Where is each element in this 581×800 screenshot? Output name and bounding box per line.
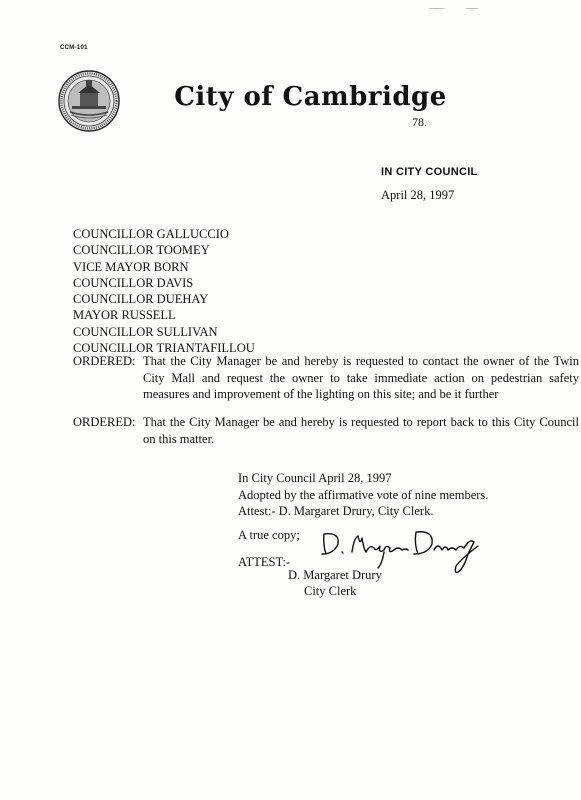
scan-artifact [428, 8, 446, 9]
signer-block [288, 568, 382, 599]
sponsor-name: COUNCILLOR GALLUCCIO [73, 227, 229, 241]
sponsor-name: COUNCILLOR DAVIS [73, 275, 194, 290]
signer-name: D. Margaret Drury [288, 568, 382, 582]
document-title: City of Cambridge [174, 82, 447, 112]
order-label: ORDERED: [73, 354, 136, 368]
page-number: 78. [412, 115, 427, 129]
order-text: That the City Manager be and hereby is requested to report back to this City Council on this matter. [143, 415, 579, 446]
sponsor-name: COUNCILLOR DUEHAY [73, 292, 209, 307]
sponsor-name: VICE MAYOR BORN [73, 259, 189, 274]
true-copy-label: A true copy; [238, 528, 300, 542]
sponsor-list [73, 226, 255, 356]
attest-label: ATTEST:- [238, 555, 291, 569]
order-clause [73, 414, 581, 454]
signer-title: City Clerk [304, 583, 357, 598]
sponsor-name: COUNCILLOR TRIANTAFILLOU [73, 341, 255, 356]
order-text: That the City Manager be and hereby is requested to contact the owner of the Twin City Mall and request the owner to take immediate action on pedestrian safety measures and improvement of the lighting on this site; and be it further [143, 354, 579, 401]
certification-line: In City Council April 28, 1997 [238, 471, 392, 485]
order-clause [73, 353, 581, 413]
sponsor-name: MAYOR RUSSELL [73, 308, 176, 323]
form-code: CCM-101 [60, 45, 88, 51]
certification-line: Adopted by the affirmative vote of nine members. [238, 487, 489, 502]
meeting-date: April 28, 1997 [381, 188, 455, 202]
certification-block [238, 470, 488, 520]
sponsor-name: COUNCILLOR TOOMEY [73, 243, 210, 258]
scan-artifact [465, 8, 479, 9]
council-heading: IN CITY COUNCIL [381, 166, 478, 178]
certification-line: Attest:- D. Margaret Drury, City Clerk. [238, 504, 434, 518]
order-label: ORDERED: [73, 415, 136, 429]
sponsor-name: COUNCILLOR SULLIVAN [73, 324, 218, 339]
